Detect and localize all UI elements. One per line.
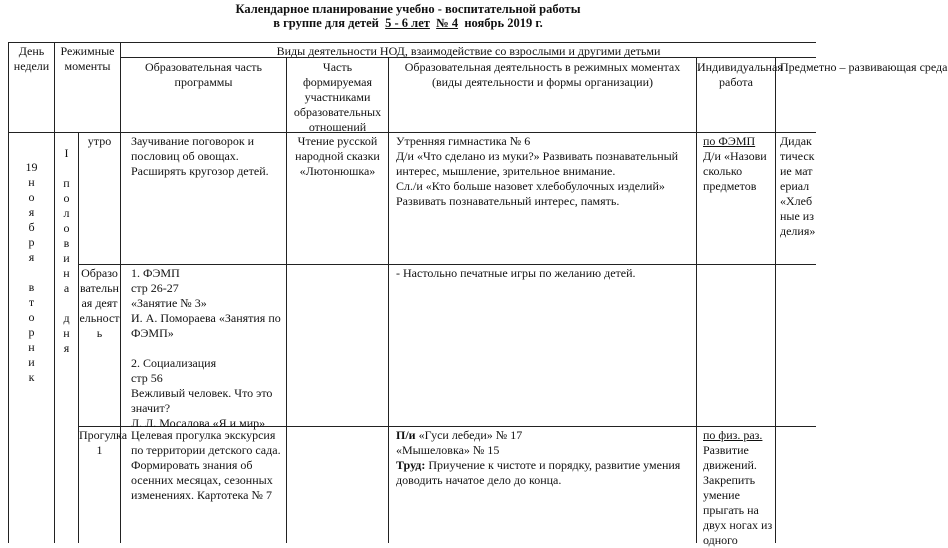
half-day-roman: I [64, 146, 69, 160]
header-individual: Индивидуальная работа [697, 60, 783, 89]
day-number: 19 [25, 160, 38, 174]
half-day-letter: а [63, 281, 70, 295]
header-activities: Виды деятельности НОД, взаимодействие со взрослыми и другими детьми [276, 44, 661, 58]
edu-line: 2. Социализация [131, 356, 217, 370]
edu-line: стр 56 [131, 371, 163, 385]
half-day-letter: о [63, 221, 70, 235]
half-day-letter: н [63, 326, 70, 340]
edu-line: 1. ФЭМП [131, 266, 180, 280]
education-edu [131, 266, 281, 431]
morning-regime [396, 134, 692, 209]
edu-line: Л. Л. Мосалова «Я и мир» [131, 416, 266, 430]
individual-head: по ФЭМП [703, 134, 756, 148]
regime-line: Развивать познавательный интерес, память. [396, 194, 620, 208]
document-title: Календарное планирование учебно - воспитательной работы [235, 2, 581, 16]
half-day-letter: и [63, 251, 70, 265]
pi-text: «Гуси лебеди» № 17 [418, 428, 523, 442]
walk-pi-line [396, 428, 692, 443]
header-environment: Предметно – развивающая среда [780, 60, 948, 74]
walk-individual [703, 428, 773, 548]
month-letter: н [28, 175, 35, 189]
half-day-column [55, 146, 78, 356]
month-letter: я [28, 250, 35, 264]
weekday-letter: н [28, 340, 35, 354]
weekday-letter: к [28, 370, 35, 384]
day-column [9, 160, 54, 385]
half-day-word [55, 176, 78, 296]
header-day: День недели [13, 44, 50, 73]
education-regime: - Настольно печатные игры по желанию детей. [396, 266, 636, 280]
pi-label: П/и [396, 428, 416, 442]
header-regime-moments: Образовательная деятельность в режимных моментах (виды деятельности и формы организации) [404, 60, 681, 89]
month-letter: о [28, 190, 35, 204]
subtitle-prefix: в группе для детей [273, 16, 379, 30]
individual-head: по физ. раз. [703, 428, 763, 442]
regime-line: Сл./и «Кто больше назовет хлебобулочных изделий» [396, 179, 665, 193]
walk-regime [396, 428, 692, 488]
morning-individual [703, 134, 773, 194]
subtitle-month: ноябрь 2019 г. [464, 16, 543, 30]
morning-participant: Чтение русской народной сказки «Лютонюшка» [295, 134, 380, 178]
half-day-letter: в [63, 236, 70, 250]
header-participant-part: Часть формируемая участниками образовательных отношений [293, 60, 382, 134]
walk-pi-line2: «Мышеловка» № 15 [396, 443, 500, 457]
walk-edu: Целевая прогулка экскурсия по территории детского сада. Формировать знания об осенних месяцах, сезонных изменениях. Картотека № 7 [131, 428, 281, 502]
weekday-letters [9, 280, 54, 385]
month-letter: р [28, 235, 35, 249]
weekday-letter: в [28, 280, 35, 294]
half-day-letter: л [63, 206, 70, 220]
moment-education: Образовательная деятельность [79, 266, 120, 340]
morning-edu: Заучивание поговорок и пословиц об овощах. Расширять кругозор детей. [131, 134, 269, 178]
regime-line: Д/и «Что сделано из муки?» Развивать познавательный интерес, мышление, зрительное внимание. [396, 149, 679, 178]
weekday-letter: и [28, 355, 35, 369]
edu-line: И. А. Помораева «Занятия по ФЭМП» [131, 311, 281, 340]
half-day-word2 [55, 311, 78, 356]
edu-line: стр 26-27 [131, 281, 179, 295]
individual-text: Развитие движений. Закрепить умение прыгать на двух ногах из одного [703, 443, 773, 547]
individual-text: Д/и «Назови сколько предметов [703, 149, 767, 193]
half-day-letter: я [63, 341, 70, 355]
header-moments: Режимные моменты [60, 44, 115, 73]
morning-environment: Дидактические материал «Хлебные изделия» [780, 134, 816, 238]
work-text: Приучение к чистоте и порядку, развитие умения доводить начатое дело до конца. [396, 458, 681, 487]
regime-line: Утренняя гимнастика № 6 [396, 134, 531, 148]
moment-morning: утро [87, 134, 112, 148]
edu-line: Вежливый человек. Что это значит? [131, 386, 273, 415]
moment-walk: Прогулка 1 [79, 428, 128, 457]
half-day-letter: о [63, 191, 70, 205]
subtitle-group: № 4 [436, 16, 459, 30]
subtitle-age: 5 - 6 лет [385, 16, 430, 30]
half-day-letter: н [63, 266, 70, 280]
month-letter: я [28, 205, 35, 219]
weekday-letter: р [28, 325, 35, 339]
document-subtitle [0, 16, 816, 31]
walk-work-line [396, 458, 692, 488]
month-letters [9, 175, 54, 265]
work-label: Труд: [396, 458, 426, 472]
weekday-letter: о [28, 310, 35, 324]
half-day-letter: д [63, 311, 70, 325]
weekday-letter: т [28, 295, 35, 309]
edu-line: «Занятие № 3» [131, 296, 207, 310]
month-letter: б [28, 220, 35, 234]
half-day-letter: п [63, 176, 70, 190]
header-edu-part: Образовательная часть программы [145, 60, 262, 89]
